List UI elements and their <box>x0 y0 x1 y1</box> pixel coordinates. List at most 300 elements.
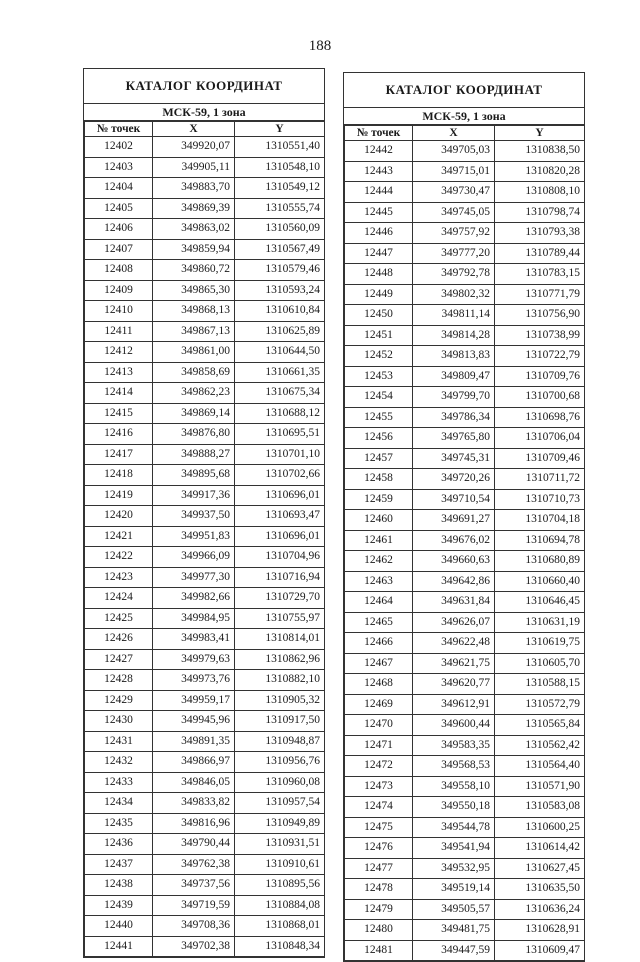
point-number-cell: 12410 <box>85 301 153 322</box>
point-number-cell: 12448 <box>345 264 413 285</box>
point-number-cell: 12451 <box>345 325 413 346</box>
x-coordinate-cell: 349708,36 <box>153 916 235 937</box>
y-coordinate-cell: 1310628,91 <box>495 920 585 941</box>
y-coordinate-cell: 1310905,32 <box>235 690 325 711</box>
x-coordinate-cell: 349730,47 <box>413 182 495 203</box>
x-coordinate-cell: 349550,18 <box>413 797 495 818</box>
point-number-cell: 12445 <box>345 202 413 223</box>
point-number-cell: 12433 <box>85 772 153 793</box>
point-number-cell: 12406 <box>85 219 153 240</box>
point-number-cell: 12423 <box>85 567 153 588</box>
x-coordinate-cell: 349863,02 <box>153 219 235 240</box>
y-coordinate-cell: 1310848,34 <box>235 936 325 957</box>
x-coordinate-cell: 349816,96 <box>153 813 235 834</box>
table-row <box>85 772 325 793</box>
x-coordinate-cell: 349951,83 <box>153 526 235 547</box>
table-row <box>345 141 585 162</box>
x-coordinate-cell: 349891,35 <box>153 731 235 752</box>
x-coordinate-cell: 349676,02 <box>413 530 495 551</box>
table-header-row <box>85 122 325 137</box>
point-number-cell: 12457 <box>345 448 413 469</box>
x-coordinate-cell: 349859,94 <box>153 239 235 260</box>
point-number-cell: 12437 <box>85 854 153 875</box>
y-coordinate-cell: 1310565,84 <box>495 715 585 736</box>
x-coordinate-cell: 349802,32 <box>413 284 495 305</box>
table-row <box>345 489 585 510</box>
x-coordinate-cell: 349705,03 <box>413 141 495 162</box>
y-coordinate-cell: 1310704,18 <box>495 510 585 531</box>
table-row <box>345 448 585 469</box>
table-header-row <box>345 126 585 141</box>
point-number-cell: 12436 <box>85 834 153 855</box>
coordinate-catalog-left <box>83 68 325 958</box>
point-number-cell: 12412 <box>85 342 153 363</box>
point-number-cell: 12438 <box>85 875 153 896</box>
table-row <box>345 264 585 285</box>
y-coordinate-cell: 1310957,54 <box>235 793 325 814</box>
table-row <box>345 469 585 490</box>
y-coordinate-cell: 1310755,97 <box>235 608 325 629</box>
point-number-cell: 12464 <box>345 592 413 613</box>
table-row <box>345 346 585 367</box>
table-row <box>345 735 585 756</box>
y-coordinate-cell: 1310756,90 <box>495 305 585 326</box>
x-coordinate-cell: 349868,13 <box>153 301 235 322</box>
x-coordinate-cell: 349621,75 <box>413 653 495 674</box>
point-number-cell: 12471 <box>345 735 413 756</box>
y-coordinate-cell: 1310693,47 <box>235 506 325 527</box>
point-number-cell: 12432 <box>85 752 153 773</box>
x-coordinate-cell: 349737,56 <box>153 875 235 896</box>
y-coordinate-cell: 1310579,46 <box>235 260 325 281</box>
table-row <box>85 793 325 814</box>
y-coordinate-cell: 1310722,79 <box>495 346 585 367</box>
y-coordinate-cell: 1310572,79 <box>495 694 585 715</box>
x-coordinate-cell: 349612,91 <box>413 694 495 715</box>
y-coordinate-cell: 1310619,75 <box>495 633 585 654</box>
point-number-cell: 12456 <box>345 428 413 449</box>
table-row <box>85 526 325 547</box>
table-row <box>85 608 325 629</box>
x-coordinate-cell: 349979,63 <box>153 649 235 670</box>
x-coordinate-cell: 349762,38 <box>153 854 235 875</box>
x-coordinate-cell: 349867,13 <box>153 321 235 342</box>
y-coordinate-cell: 1310610,84 <box>235 301 325 322</box>
x-coordinate-cell: 349860,72 <box>153 260 235 281</box>
point-number-cell: 12404 <box>85 178 153 199</box>
table-row <box>85 260 325 281</box>
point-number-cell: 12454 <box>345 387 413 408</box>
table-row <box>345 592 585 613</box>
y-coordinate-cell: 1310838,50 <box>495 141 585 162</box>
table-row <box>85 219 325 240</box>
y-coordinate-cell: 1310605,70 <box>495 653 585 674</box>
y-coordinate-cell: 1310562,42 <box>495 735 585 756</box>
point-number-cell: 12414 <box>85 383 153 404</box>
table-row <box>345 325 585 346</box>
coordinate-table <box>84 121 325 957</box>
y-coordinate-cell: 1310567,49 <box>235 239 325 260</box>
table-row <box>85 731 325 752</box>
point-number-cell: 12425 <box>85 608 153 629</box>
x-coordinate-cell: 349982,66 <box>153 588 235 609</box>
point-number-cell: 12480 <box>345 920 413 941</box>
y-coordinate-cell: 1310949,89 <box>235 813 325 834</box>
x-coordinate-cell: 349959,17 <box>153 690 235 711</box>
y-coordinate-cell: 1310688,12 <box>235 403 325 424</box>
point-number-cell: 12470 <box>345 715 413 736</box>
table-row <box>345 776 585 797</box>
point-number-cell: 12442 <box>345 141 413 162</box>
x-coordinate-cell: 349719,59 <box>153 895 235 916</box>
y-coordinate-cell: 1310609,47 <box>495 940 585 961</box>
x-coordinate-cell: 349809,47 <box>413 366 495 387</box>
table-row <box>85 198 325 219</box>
table-row <box>85 321 325 342</box>
point-number-cell: 12420 <box>85 506 153 527</box>
x-coordinate-cell: 349920,07 <box>153 137 235 158</box>
table-row <box>345 940 585 961</box>
y-coordinate-cell: 1310694,78 <box>495 530 585 551</box>
x-coordinate-cell: 349792,78 <box>413 264 495 285</box>
x-coordinate-cell: 349765,80 <box>413 428 495 449</box>
x-coordinate-cell: 349558,10 <box>413 776 495 797</box>
y-coordinate-cell: 1310698,76 <box>495 407 585 428</box>
x-coordinate-cell: 349519,14 <box>413 879 495 900</box>
table-body <box>85 137 325 957</box>
table-row <box>345 817 585 838</box>
column-header-point-number: № точек <box>345 126 413 141</box>
point-number-cell: 12469 <box>345 694 413 715</box>
y-coordinate-cell: 1310710,73 <box>495 489 585 510</box>
y-coordinate-cell: 1310549,12 <box>235 178 325 199</box>
point-number-cell: 12460 <box>345 510 413 531</box>
table-row <box>345 633 585 654</box>
y-coordinate-cell: 1310631,19 <box>495 612 585 633</box>
y-coordinate-cell: 1310709,46 <box>495 448 585 469</box>
table-row <box>85 239 325 260</box>
table-row <box>345 243 585 264</box>
point-number-cell: 12465 <box>345 612 413 633</box>
table-row <box>345 284 585 305</box>
table-row <box>345 551 585 572</box>
point-number-cell: 12408 <box>85 260 153 281</box>
y-coordinate-cell: 1310702,66 <box>235 465 325 486</box>
table-row <box>85 383 325 404</box>
y-coordinate-cell: 1310560,09 <box>235 219 325 240</box>
x-coordinate-cell: 349983,41 <box>153 629 235 650</box>
point-number-cell: 12474 <box>345 797 413 818</box>
table-body <box>345 141 585 961</box>
y-coordinate-cell: 1310931,51 <box>235 834 325 855</box>
table-row <box>85 936 325 957</box>
point-number-cell: 12462 <box>345 551 413 572</box>
x-coordinate-cell: 349790,44 <box>153 834 235 855</box>
column-header-x: X <box>153 122 235 137</box>
x-coordinate-cell: 349745,05 <box>413 202 495 223</box>
y-coordinate-cell: 1310593,24 <box>235 280 325 301</box>
x-coordinate-cell: 349846,05 <box>153 772 235 793</box>
point-number-cell: 12446 <box>345 223 413 244</box>
point-number-cell: 12435 <box>85 813 153 834</box>
x-coordinate-cell: 349544,78 <box>413 817 495 838</box>
table-row <box>345 387 585 408</box>
table-row <box>345 899 585 920</box>
y-coordinate-cell: 1310661,35 <box>235 362 325 383</box>
table-row <box>85 547 325 568</box>
table-row <box>345 202 585 223</box>
x-coordinate-cell: 349984,95 <box>153 608 235 629</box>
table-row <box>345 674 585 695</box>
table-row <box>345 694 585 715</box>
point-number-cell: 12443 <box>345 161 413 182</box>
table-row <box>345 182 585 203</box>
point-number-cell: 12405 <box>85 198 153 219</box>
x-coordinate-cell: 349660,63 <box>413 551 495 572</box>
y-coordinate-cell: 1310571,90 <box>495 776 585 797</box>
x-coordinate-cell: 349814,28 <box>413 325 495 346</box>
table-row <box>85 834 325 855</box>
table-row <box>345 879 585 900</box>
y-coordinate-cell: 1310729,70 <box>235 588 325 609</box>
x-coordinate-cell: 349966,09 <box>153 547 235 568</box>
y-coordinate-cell: 1310793,38 <box>495 223 585 244</box>
table-row <box>85 588 325 609</box>
table-row <box>85 280 325 301</box>
y-coordinate-cell: 1310862,96 <box>235 649 325 670</box>
table-row <box>85 506 325 527</box>
table-row <box>85 629 325 650</box>
table-row <box>345 653 585 674</box>
table-row <box>85 137 325 158</box>
x-coordinate-cell: 349447,59 <box>413 940 495 961</box>
x-coordinate-cell: 349702,38 <box>153 936 235 957</box>
table-row <box>345 305 585 326</box>
x-coordinate-cell: 349481,75 <box>413 920 495 941</box>
point-number-cell: 12430 <box>85 711 153 732</box>
x-coordinate-cell: 349866,97 <box>153 752 235 773</box>
y-coordinate-cell: 1310675,34 <box>235 383 325 404</box>
point-number-cell: 12467 <box>345 653 413 674</box>
x-coordinate-cell: 349799,70 <box>413 387 495 408</box>
point-number-cell: 12419 <box>85 485 153 506</box>
x-coordinate-cell: 349858,69 <box>153 362 235 383</box>
point-number-cell: 12426 <box>85 629 153 650</box>
column-header-y: Y <box>235 122 325 137</box>
table-row <box>85 854 325 875</box>
y-coordinate-cell: 1310548,10 <box>235 157 325 178</box>
y-coordinate-cell: 1310948,87 <box>235 731 325 752</box>
table-row <box>345 756 585 777</box>
point-number-cell: 12416 <box>85 424 153 445</box>
table-row <box>345 510 585 531</box>
point-number-cell: 12411 <box>85 321 153 342</box>
point-number-cell: 12455 <box>345 407 413 428</box>
x-coordinate-cell: 349710,54 <box>413 489 495 510</box>
y-coordinate-cell: 1310588,15 <box>495 674 585 695</box>
point-number-cell: 12472 <box>345 756 413 777</box>
table-row <box>85 301 325 322</box>
x-coordinate-cell: 349977,30 <box>153 567 235 588</box>
y-coordinate-cell: 1310700,68 <box>495 387 585 408</box>
catalog-zone: МСК-59, 1 зона <box>344 108 584 125</box>
table-row <box>345 612 585 633</box>
table-row <box>85 424 325 445</box>
y-coordinate-cell: 1310711,72 <box>495 469 585 490</box>
x-coordinate-cell: 349715,01 <box>413 161 495 182</box>
y-coordinate-cell: 1310701,10 <box>235 444 325 465</box>
table-row <box>345 161 585 182</box>
x-coordinate-cell: 349905,11 <box>153 157 235 178</box>
x-coordinate-cell: 349757,92 <box>413 223 495 244</box>
point-number-cell: 12418 <box>85 465 153 486</box>
point-number-cell: 12417 <box>85 444 153 465</box>
table-row <box>85 567 325 588</box>
table-row <box>345 530 585 551</box>
x-coordinate-cell: 349626,07 <box>413 612 495 633</box>
table-row <box>345 797 585 818</box>
point-number-cell: 12463 <box>345 571 413 592</box>
table-row <box>85 813 325 834</box>
y-coordinate-cell: 1310660,40 <box>495 571 585 592</box>
point-number-cell: 12461 <box>345 530 413 551</box>
x-coordinate-cell: 349973,76 <box>153 670 235 691</box>
x-coordinate-cell: 349600,44 <box>413 715 495 736</box>
page-number: 188 <box>308 38 332 54</box>
point-number-cell: 12424 <box>85 588 153 609</box>
point-number-cell: 12449 <box>345 284 413 305</box>
x-coordinate-cell: 349833,82 <box>153 793 235 814</box>
point-number-cell: 12458 <box>345 469 413 490</box>
table-row <box>85 916 325 937</box>
y-coordinate-cell: 1310644,50 <box>235 342 325 363</box>
point-number-cell: 12413 <box>85 362 153 383</box>
point-number-cell: 12444 <box>345 182 413 203</box>
point-number-cell: 12479 <box>345 899 413 920</box>
y-coordinate-cell: 1310882,10 <box>235 670 325 691</box>
y-coordinate-cell: 1310798,74 <box>495 202 585 223</box>
catalog-title: КАТАЛОГ КООРДИНАТ <box>84 69 324 104</box>
y-coordinate-cell: 1310564,40 <box>495 756 585 777</box>
y-coordinate-cell: 1310636,24 <box>495 899 585 920</box>
point-number-cell: 12441 <box>85 936 153 957</box>
x-coordinate-cell: 349786,34 <box>413 407 495 428</box>
point-number-cell: 12428 <box>85 670 153 691</box>
point-number-cell: 12440 <box>85 916 153 937</box>
point-number-cell: 12421 <box>85 526 153 547</box>
x-coordinate-cell: 349631,84 <box>413 592 495 613</box>
y-coordinate-cell: 1310789,44 <box>495 243 585 264</box>
x-coordinate-cell: 349865,30 <box>153 280 235 301</box>
point-number-cell: 12434 <box>85 793 153 814</box>
x-coordinate-cell: 349583,35 <box>413 735 495 756</box>
table-row <box>85 752 325 773</box>
y-coordinate-cell: 1310884,08 <box>235 895 325 916</box>
x-coordinate-cell: 349568,53 <box>413 756 495 777</box>
y-coordinate-cell: 1310895,56 <box>235 875 325 896</box>
table-row <box>345 920 585 941</box>
x-coordinate-cell: 349777,20 <box>413 243 495 264</box>
y-coordinate-cell: 1310917,50 <box>235 711 325 732</box>
coordinate-catalog-right <box>343 72 585 962</box>
y-coordinate-cell: 1310704,96 <box>235 547 325 568</box>
y-coordinate-cell: 1310696,01 <box>235 526 325 547</box>
point-number-cell: 12439 <box>85 895 153 916</box>
column-header-x: X <box>413 126 495 141</box>
table-row <box>345 838 585 859</box>
point-number-cell: 12407 <box>85 239 153 260</box>
point-number-cell: 12447 <box>345 243 413 264</box>
table-row <box>85 342 325 363</box>
point-number-cell: 12473 <box>345 776 413 797</box>
y-coordinate-cell: 1310627,45 <box>495 858 585 879</box>
y-coordinate-cell: 1310635,50 <box>495 879 585 900</box>
y-coordinate-cell: 1310555,74 <box>235 198 325 219</box>
point-number-cell: 12475 <box>345 817 413 838</box>
y-coordinate-cell: 1310551,40 <box>235 137 325 158</box>
table-row <box>345 407 585 428</box>
x-coordinate-cell: 349895,68 <box>153 465 235 486</box>
x-coordinate-cell: 349622,48 <box>413 633 495 654</box>
point-number-cell: 12466 <box>345 633 413 654</box>
x-coordinate-cell: 349745,31 <box>413 448 495 469</box>
table-row <box>345 715 585 736</box>
point-number-cell: 12459 <box>345 489 413 510</box>
point-number-cell: 12402 <box>85 137 153 158</box>
x-coordinate-cell: 349937,50 <box>153 506 235 527</box>
table-row <box>85 895 325 916</box>
coordinate-table <box>344 125 585 961</box>
point-number-cell: 12415 <box>85 403 153 424</box>
column-header-y: Y <box>495 126 585 141</box>
column-header-point-number: № точек <box>85 122 153 137</box>
catalog-title: КАТАЛОГ КООРДИНАТ <box>344 73 584 108</box>
point-number-cell: 12452 <box>345 346 413 367</box>
y-coordinate-cell: 1310783,15 <box>495 264 585 285</box>
y-coordinate-cell: 1310738,99 <box>495 325 585 346</box>
x-coordinate-cell: 349720,26 <box>413 469 495 490</box>
y-coordinate-cell: 1310771,79 <box>495 284 585 305</box>
y-coordinate-cell: 1310646,45 <box>495 592 585 613</box>
x-coordinate-cell: 349869,14 <box>153 403 235 424</box>
point-number-cell: 12468 <box>345 674 413 695</box>
table-row <box>345 366 585 387</box>
table-row <box>85 711 325 732</box>
table-row <box>85 485 325 506</box>
table-row <box>85 690 325 711</box>
point-number-cell: 12476 <box>345 838 413 859</box>
y-coordinate-cell: 1310910,61 <box>235 854 325 875</box>
x-coordinate-cell: 349505,57 <box>413 899 495 920</box>
y-coordinate-cell: 1310625,89 <box>235 321 325 342</box>
point-number-cell: 12478 <box>345 879 413 900</box>
x-coordinate-cell: 349532,95 <box>413 858 495 879</box>
y-coordinate-cell: 1310709,76 <box>495 366 585 387</box>
y-coordinate-cell: 1310583,08 <box>495 797 585 818</box>
table-row <box>85 362 325 383</box>
point-number-cell: 12429 <box>85 690 153 711</box>
table-row <box>85 403 325 424</box>
x-coordinate-cell: 349917,36 <box>153 485 235 506</box>
y-coordinate-cell: 1310696,01 <box>235 485 325 506</box>
x-coordinate-cell: 349869,39 <box>153 198 235 219</box>
y-coordinate-cell: 1310716,94 <box>235 567 325 588</box>
y-coordinate-cell: 1310706,04 <box>495 428 585 449</box>
table-row <box>85 649 325 670</box>
table-row <box>85 875 325 896</box>
table-row <box>345 858 585 879</box>
table-row <box>345 223 585 244</box>
